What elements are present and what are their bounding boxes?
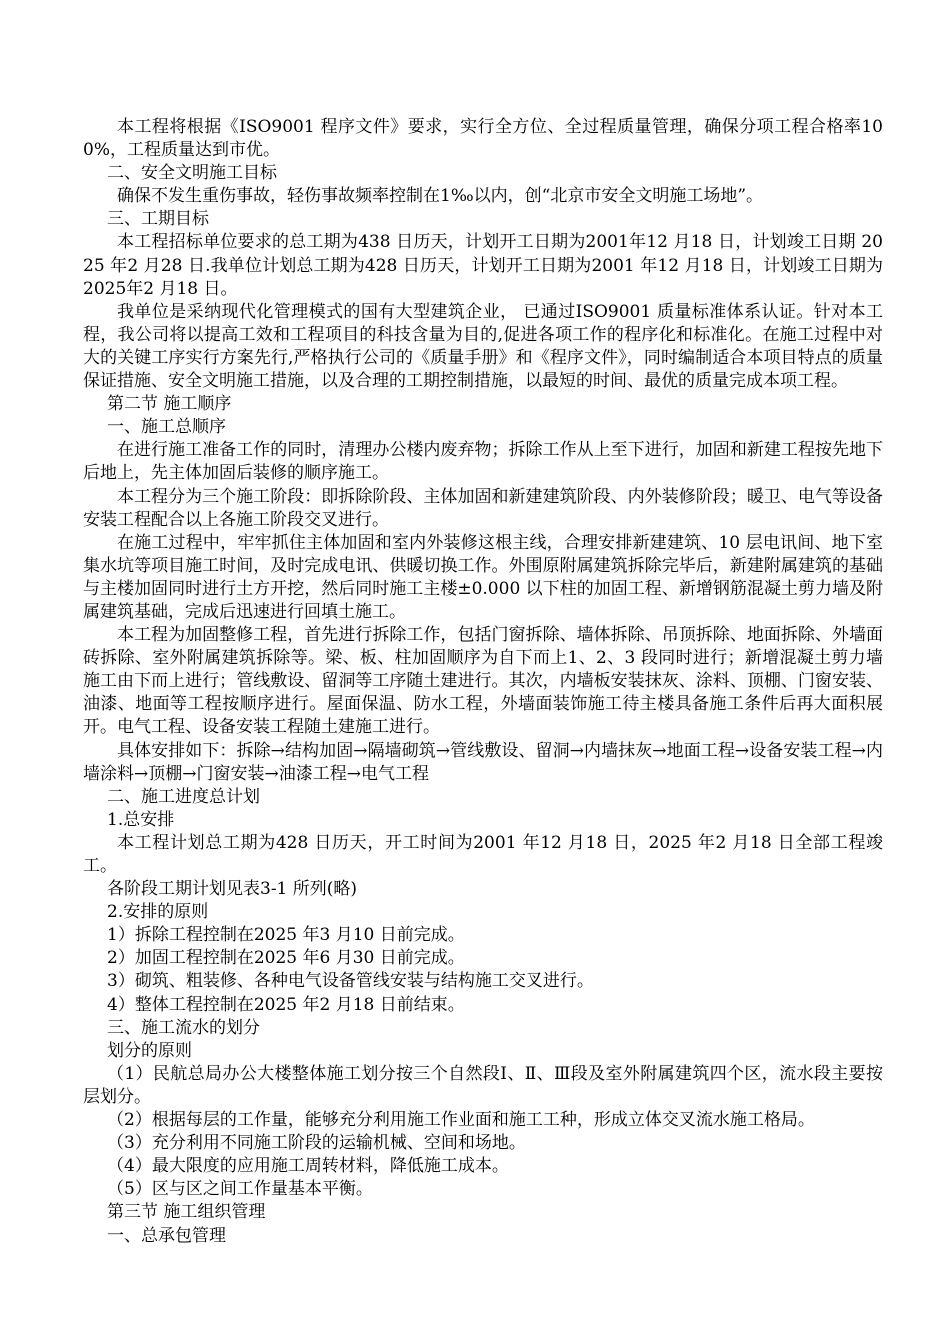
paragraph-sequence-5: 具体安排如下：拆除→结构加固→隔墙砌筑→管线敷设、留洞→内墙抹灰→地面工程→设备安装工程→内墙涂料→顶棚→门窗安装→油漆工程→电气工程 (83, 740, 883, 784)
heading-schedule-goal: 三、工期目标 (107, 209, 209, 230)
paragraph-sequence-4: 本工程为加固整修工程，首先进行拆除工作，包括门窗拆除、墙体拆除、吊顶拆除、地面拆除、外墙面砖拆除、室外附属建筑拆除等。梁、板、柱加固顺序为自下而上1、2、3 段同时进行；新增混凝土剪力墙施工由下而上进行；管线敷设、留洞等工序随土建进行。其次，内墙板安装抹灰、涂料、顶棚、门窗安装、油漆、地面等工程按顺序进行。屋面保温、防水工程，外墙面装饰施工待主楼具备施工条件后再大面积展开。电气工程、设备安装工程随土建施工进行。 (83, 625, 883, 738)
heading-master-schedule: 二、施工进度总计划 (107, 786, 260, 807)
list-item-principle-3: 3）砌筑、粗装修、各种电气设备管线安装与结构施工交叉进行。 (107, 971, 594, 992)
list-item-principle-1: 1）拆除工程控制在2025 年3 月10 日前完成。 (107, 925, 465, 946)
document-body (83, 116, 883, 1248)
heading-overall-arrangement: 1.总安排 (107, 809, 175, 830)
list-item-division-1: （1）民航总局办公大楼整体施工划分按三个自然段Ⅰ、Ⅱ、Ⅲ段及室外附属建筑四个区，流水段主要按层划分。 (83, 1063, 883, 1107)
paragraph-safety-goal: 确保不发生重伤事故，轻伤事故频率控制在1‰以内，创“北京市安全文明施工场地”。 (117, 186, 764, 207)
paragraph-sequence-2: 本工程分为三个施工阶段：即拆除阶段、主体加固和新建建筑阶段、内外装修阶段；暖卫、电气等设备安装工程配合以上各施工阶段交叉进行。 (83, 486, 883, 530)
list-item-principle-4: 4）整体工程控制在2025 年2 月18 日前结束。 (107, 994, 465, 1015)
paragraph-schedule-goal: 本工程招标单位要求的总工期为438 日历天，计划开工日期为2001年12 月18 日，计划竣工日期 2025 年2 月28 日.我单位计划总工期为428 日历天，计划开工日期为2001 年12 月18 日，计划竣工日期为 2025年2 月18 日。 (83, 232, 883, 299)
heading-flow-division: 三、施工流水的划分 (107, 1017, 260, 1038)
heading-section-2: 第二节 施工顺序 (107, 394, 232, 415)
list-item-division-5: （5）区与区之间工作量基本平衡。 (107, 1179, 373, 1200)
heading-arrangement-principles: 2.安排的原则 (107, 902, 209, 923)
paragraph-overall-arrangement: 本工程计划总工期为428 日历天，开工时间为2001 年12 月18 日，2025 年2 月18 日全部工程竣工。 (83, 832, 883, 876)
paragraph-sequence-3: 在施工过程中，牢牢抓住主体加固和室内外装修这根主线，合理安排新建建筑、10 层电讯间、地下室集水坑等项目施工时间，及时完成电讯、供暖切换工作。外围原附属建筑拆除完毕后，新建附属建筑的基础与主楼加固同时进行土方开挖，然后同时施工主楼±0.000 以下柱的加固工程、新增钢筋混凝土剪力墙及附属建筑基础，完成后迅速进行回填土施工。 (83, 532, 883, 622)
heading-general-contracting: 一、总承包管理 (107, 1225, 226, 1246)
paragraph-quality-goal: 本工程将根据《ISO9001 程序文件》要求，实行全方位、全过程质量管理，确保分项工程合格率100%，工程质量达到市优。 (83, 117, 883, 161)
paragraph-sequence-1: 在进行施工准备工作的同时，清理办公楼内废弃物；拆除工作从上至下进行，加固和新建工程按先地下后地上，先主体加固后装修的顺序施工。 (83, 440, 883, 484)
heading-safety-goal: 二、安全文明施工目标 (107, 163, 277, 184)
heading-section-3: 第三节 施工组织管理 (107, 1202, 266, 1223)
list-item-division-3: （3）充分利用不同施工阶段的运输机械、空间和场地。 (107, 1133, 526, 1154)
list-item-division-4: （4）最大限度的应用施工周转材料，降低施工成本。 (107, 1156, 509, 1177)
list-item-principle-2: 2）加固工程控制在2025 年6 月30 日前完成。 (107, 948, 465, 969)
paragraph-company-intro: 我单位是采纳现代化管理模式的国有大型建筑企业， 已通过ISO9001 质量标准体系认证。针对本工程，我公司将以提高工效和工程项目的科技含量为目的,促进各项工作的程序化和标准化。在施工过程中对大的关键工序实行方案先行,严格执行公司的《质量手册》和《程序文件》，同时编制适合本项目特点的质量保证措施、安全文明施工措施，以及合理的工期控制措施，以最短的时间、最优的质量完成本项工程。 (83, 301, 883, 392)
heading-general-sequence: 一、施工总顺序 (107, 417, 226, 438)
list-item-division-2: （2）根据每层的工作量，能够充分利用施工作业面和施工工种，形成立体交叉流水施工格局。 (107, 1110, 815, 1131)
heading-division-principles: 划分的原则 (107, 1040, 192, 1061)
paragraph-phase-table-note: 各阶段工期计划见表3-1 所列(略) (107, 879, 358, 900)
